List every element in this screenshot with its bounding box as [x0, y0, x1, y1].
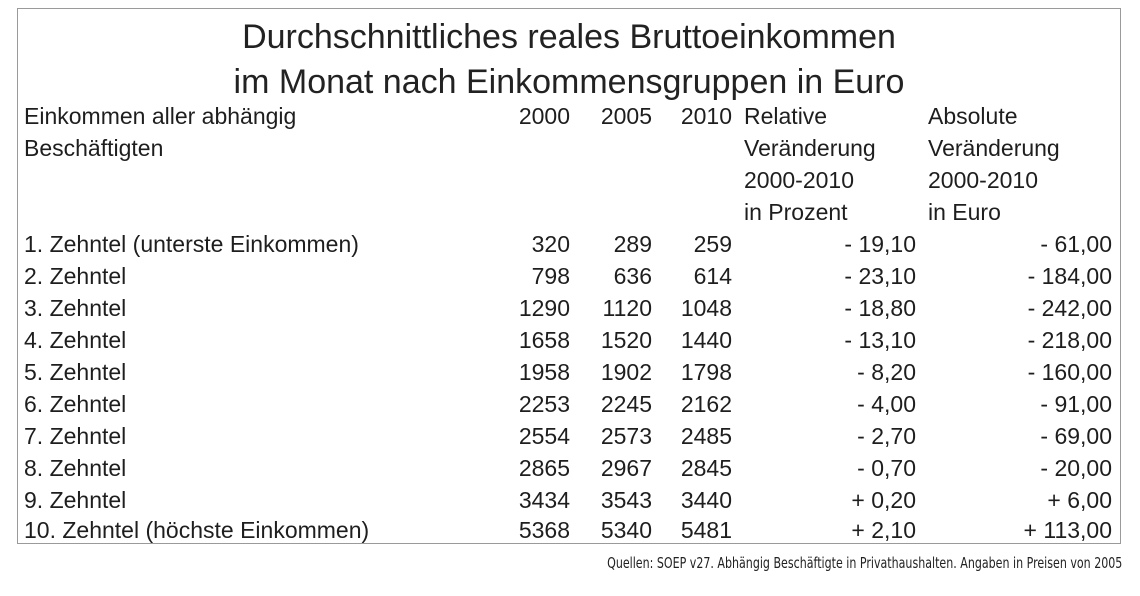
cell-2010: 2162 [680, 391, 732, 417]
header-absolute-line-2: Veränderung [928, 135, 1060, 161]
header-year-2010: 2010 [680, 103, 732, 129]
cell-relative: - 19,10 [844, 231, 916, 257]
cell-absolute: - 91,00 [1040, 391, 1112, 417]
cell-absolute: - 20,00 [1040, 455, 1112, 481]
cell-2010: 2845 [680, 455, 732, 481]
table-title-line-1: Durchschnittliches reales Bruttoeinkommen [242, 18, 896, 56]
cell-2005: 2245 [600, 391, 652, 417]
cell-2000: 1958 [518, 359, 570, 385]
header-absolute-line-1: Absolute [928, 103, 1018, 129]
cell-2010: 2485 [680, 423, 732, 449]
table-row [18, 453, 1120, 485]
cell-group: 10. Zehntel (höchste Einkommen) [24, 517, 370, 543]
cell-group: 9. Zehntel [24, 487, 127, 513]
cell-group: 3. Zehntel [24, 295, 127, 321]
table-row [18, 485, 1120, 517]
cell-2010: 614 [693, 263, 732, 289]
header-relative-line-4: in Prozent [744, 199, 848, 225]
table-row [18, 229, 1120, 261]
cell-group: 7. Zehntel [24, 423, 127, 449]
cell-2000: 1290 [518, 295, 570, 321]
cell-2005: 1120 [602, 295, 652, 321]
header-relative-line-3: 2000-2010 [744, 167, 854, 193]
cell-2000: 2554 [518, 423, 570, 449]
cell-relative: - 4,00 [857, 391, 916, 417]
table-row [18, 293, 1120, 325]
header-year-2005: 2005 [600, 103, 652, 129]
cell-absolute: - 184,00 [1027, 263, 1112, 289]
cell-2005: 2967 [600, 455, 652, 481]
table-row [18, 325, 1120, 357]
cell-absolute: + 113,00 [1023, 517, 1112, 543]
cell-2000: 3434 [518, 487, 570, 513]
table-row [18, 421, 1120, 453]
cell-relative: + 2,10 [851, 517, 916, 543]
cell-relative: - 0,70 [857, 455, 916, 481]
cell-group: 1. Zehntel (unterste Einkommen) [24, 231, 359, 257]
cell-2010: 259 [693, 231, 732, 257]
table-title-line-2: im Monat nach Einkommensgruppen in Euro [233, 63, 905, 101]
cell-2005: 636 [613, 263, 652, 289]
cell-group: 5. Zehntel [24, 359, 127, 385]
cell-relative: - 2,70 [857, 423, 916, 449]
cell-group: 2. Zehntel [24, 263, 127, 289]
table-row [18, 389, 1120, 421]
cell-2005: 3543 [600, 487, 652, 513]
header-year-2000: 2000 [518, 103, 570, 129]
cell-2005: 1902 [600, 359, 652, 385]
table-row [18, 357, 1120, 389]
header-relative-line-1: Relative [744, 103, 828, 129]
table-row [18, 261, 1120, 293]
cell-relative: - 13,10 [844, 327, 916, 353]
cell-2010: 1440 [680, 327, 732, 353]
cell-2005: 2573 [600, 423, 652, 449]
cell-2010: 1048 [680, 295, 732, 321]
cell-2010: 1798 [680, 359, 732, 385]
header-group-line-1: Einkommen aller abhängig [24, 103, 297, 129]
table-row [18, 515, 1120, 547]
cell-2010: 5481 [680, 517, 732, 543]
cell-2000: 2253 [518, 391, 570, 417]
cell-2000: 320 [531, 231, 570, 257]
income-table-card [17, 8, 1121, 544]
cell-group: 6. Zehntel [24, 391, 127, 417]
cell-relative: + 0,20 [851, 487, 916, 513]
source-note: Quellen: SOEP v27. Abhängig Beschäftigte in Privathaushalten. Angaben in Preisen von 2005 [606, 554, 1122, 572]
header-group-line-2: Beschäftigten [24, 135, 164, 161]
cell-2010: 3440 [680, 487, 732, 513]
header-relative-line-2: Veränderung [744, 135, 876, 161]
cell-2005: 289 [613, 231, 652, 257]
cell-group: 4. Zehntel [24, 327, 127, 353]
header-absolute-line-3: 2000-2010 [928, 167, 1038, 193]
cell-2000: 798 [531, 263, 570, 289]
cell-group: 8. Zehntel [24, 455, 127, 481]
cell-2000: 2865 [518, 455, 570, 481]
cell-absolute: - 242,00 [1027, 295, 1112, 321]
header-absolute-line-4: in Euro [928, 199, 1001, 225]
cell-relative: - 8,20 [857, 359, 916, 385]
cell-relative: - 18,80 [844, 295, 916, 321]
cell-2005: 1520 [600, 327, 652, 353]
cell-absolute: - 160,00 [1027, 359, 1112, 385]
cell-relative: - 23,10 [844, 263, 916, 289]
cell-absolute: + 6,00 [1047, 487, 1112, 513]
cell-2005: 5340 [600, 517, 652, 543]
cell-absolute: - 69,00 [1040, 423, 1112, 449]
cell-absolute: - 218,00 [1027, 327, 1112, 353]
cell-2000: 5368 [518, 517, 570, 543]
cell-absolute: - 61,00 [1040, 231, 1112, 257]
cell-2000: 1658 [518, 327, 570, 353]
